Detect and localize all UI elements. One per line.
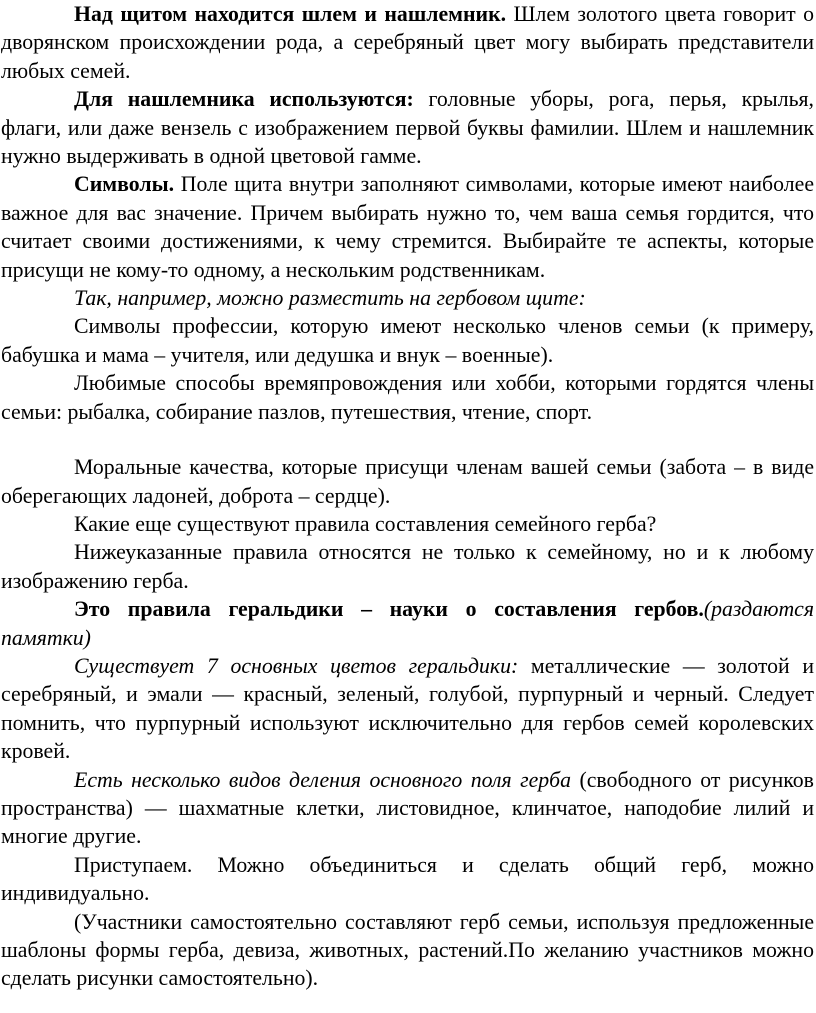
paragraph-division: [1, 766, 814, 851]
paragraph-symbols: [1, 170, 814, 284]
paragraph-text: Моральные качества, которые присущи членам вашей семьи (забота – в виде оберегающих ладоней, доброта – сердце).: [1, 455, 814, 508]
paragraph-lead: Это правила геральдики – науки о составления гербов.: [74, 597, 704, 622]
paragraph-colors: [1, 652, 814, 766]
paragraph-italic: Так, например, можно разместить на гербовом щите:: [74, 286, 586, 311]
paragraph-heraldry: [1, 595, 814, 652]
paragraph-italic: (раздаются памятки): [1, 597, 814, 650]
blank-line: [1, 426, 814, 453]
paragraph-text: Поле щита внутри заполняют символами, которые имеют наиболее важное для вас значение. Причем выбирать нужно то, чем ваша семья гордится, что считает своими достижениями, к чему стремится. Выбирайте те аспекты, которые присущи не кому-то одному, а нескольким родственникам.: [1, 172, 814, 282]
paragraph-profession: [1, 312, 814, 369]
paragraph-italic: Существует 7 основных цветов геральдики:: [74, 653, 519, 678]
paragraph-example-intro: [1, 284, 814, 312]
paragraph-italic: Есть несколько видов деления основного поля герба: [74, 767, 572, 792]
paragraph-text: головные уборы, рога, перья, крылья, флаги, или даже вензель с изображением первой буквы фамилии. Шлем и нашлемник нужно выдерживать в одной цветовой гамме.: [1, 87, 814, 169]
paragraph-lead: Над щитом находится шлем и нашлемник.: [74, 2, 507, 26]
paragraph-text: Любимые способы времяпровождения или хобби, которыми гордятся члены семьи: рыбалка, собирание пазлов, путешествия, чтение, спорт.: [1, 371, 814, 424]
paragraph-text: Символы профессии, которую имеют несколько членов семьи (к примеру, бабушка и мама – учителя, или дедушка и внук – военные).: [1, 314, 814, 367]
paragraph-text: металлические — золотой и серебряный, и эмали — красный, зеленый, голубой, пурпурный и черный. Следует помнить, что пурпурный используют исключительно для гербов семей королевских кровей.: [1, 653, 814, 764]
paragraph-text: Приступаем. Можно объединиться и сделать общий герб, можно индивидуально.: [1, 852, 814, 906]
paragraph-text: Шлем золотого цвета говорит о дворянском происхождении рода, а серебряный цвет могу выбирать представители любых семей.: [1, 2, 814, 83]
paragraph-lead: Для нашлемника используются:: [74, 87, 414, 112]
paragraph-text: Нижеуказанные правила относятся не только к семейному, но и к любому изображению герба.: [1, 540, 814, 593]
paragraph-participants: [1, 908, 814, 993]
paragraph-lead: Символы.: [74, 172, 175, 197]
paragraph-text: (свободного от рисунков пространства) — шахматные клетки, листовидное, клинчатое, наподобие лилий и многие другие.: [1, 767, 814, 849]
paragraph-crest: [1, 85, 814, 170]
paragraph-helmet: [1, 0, 814, 85]
paragraph-text: (Участники самостоятельно составляют герб семьи, используя предложенные шаблоны формы герба, девиза, животных, растений.По желанию участников можно сделать рисунки самостоятельно).: [1, 909, 814, 991]
paragraph-hobby: [1, 369, 814, 426]
paragraph-moral: [1, 453, 814, 510]
paragraph-start: [1, 851, 814, 908]
paragraph-text: Какие еще существуют правила составления семейного герба?: [74, 511, 657, 536]
paragraph-rules-scope: [1, 538, 814, 595]
paragraph-question: [1, 510, 814, 538]
